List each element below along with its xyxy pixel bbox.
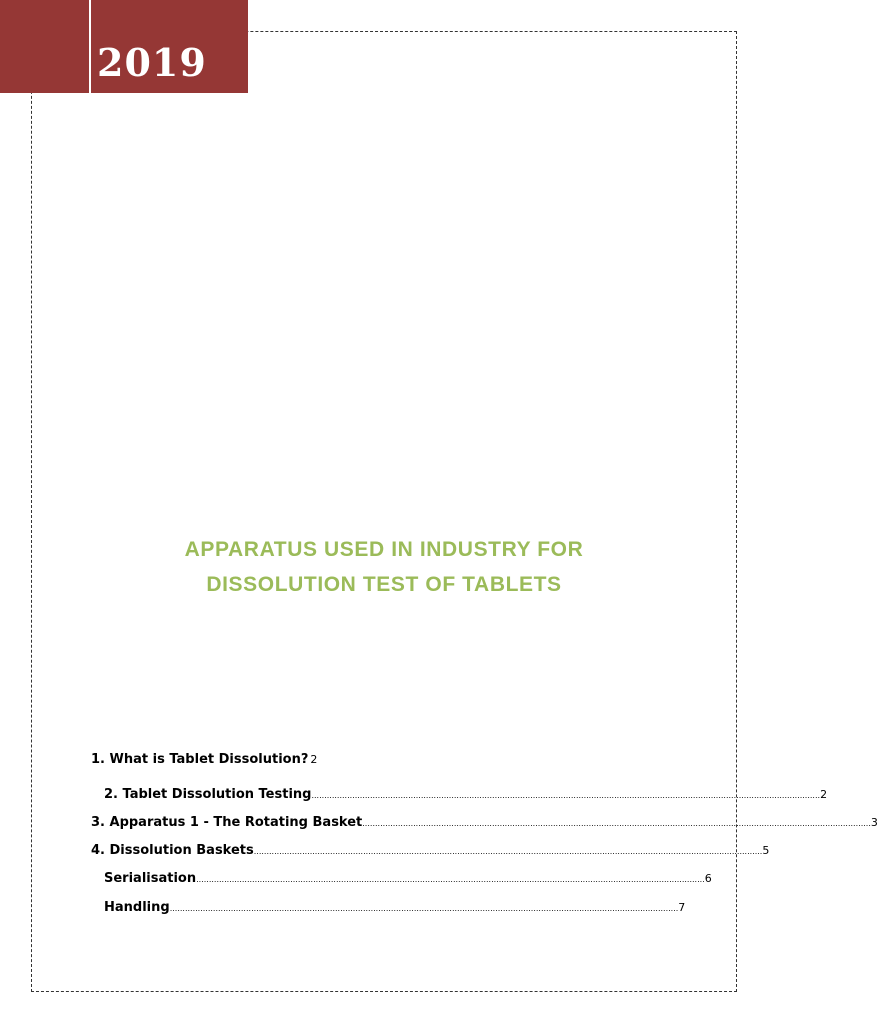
- toc-entry-label: 1. What is Tablet Dissolution?: [91, 752, 309, 767]
- toc-entry[interactable]: [104, 871, 712, 886]
- document-title-line-1: APPARATUS USED IN INDUSTRY FOR: [184, 538, 584, 561]
- toc-entry-label: Handling: [104, 900, 170, 915]
- year-label: 2019: [97, 40, 207, 85]
- toc-entry-page: 2: [820, 788, 828, 801]
- year-banner-divider: [89, 0, 91, 93]
- toc-entry[interactable]: [91, 843, 770, 858]
- toc-dot-leader: ........................................................................................................................................................................................................: [196, 875, 705, 884]
- toc-entry[interactable]: [104, 900, 686, 915]
- toc-entry-label: 2. Tablet Dissolution Testing: [104, 787, 312, 802]
- year-banner-left-block: [0, 0, 89, 93]
- toc-dot-leader: ........................................................................................................................................................................................................: [311, 791, 821, 800]
- toc-entry-page: 2: [310, 753, 318, 766]
- toc-dot-leader: ........................................................................................................................................................................................................: [362, 819, 871, 828]
- toc-entry[interactable]: [91, 815, 878, 830]
- document-title-line-2: DISSOLUTION TEST OF TABLETS: [206, 573, 562, 596]
- toc-dot-leader: ........................................................................................................................................................................................................: [169, 904, 679, 913]
- toc-entry-label: 3. Apparatus 1 - The Rotating Basket: [91, 815, 363, 830]
- toc-dot-leader: ........................................................................................................................................................................................................: [253, 847, 763, 856]
- toc-entry[interactable]: [91, 752, 317, 767]
- toc-entry-page: 6: [704, 872, 712, 885]
- year-banner: [0, 0, 248, 93]
- toc-entry-page: 5: [762, 844, 770, 857]
- toc-entry-page: 3: [870, 816, 878, 829]
- toc-entry[interactable]: [104, 787, 828, 802]
- toc-entry-label: Serialisation: [104, 871, 197, 886]
- toc-entry-page: 7: [678, 901, 686, 914]
- toc-entry-label: 4. Dissolution Baskets: [91, 843, 254, 858]
